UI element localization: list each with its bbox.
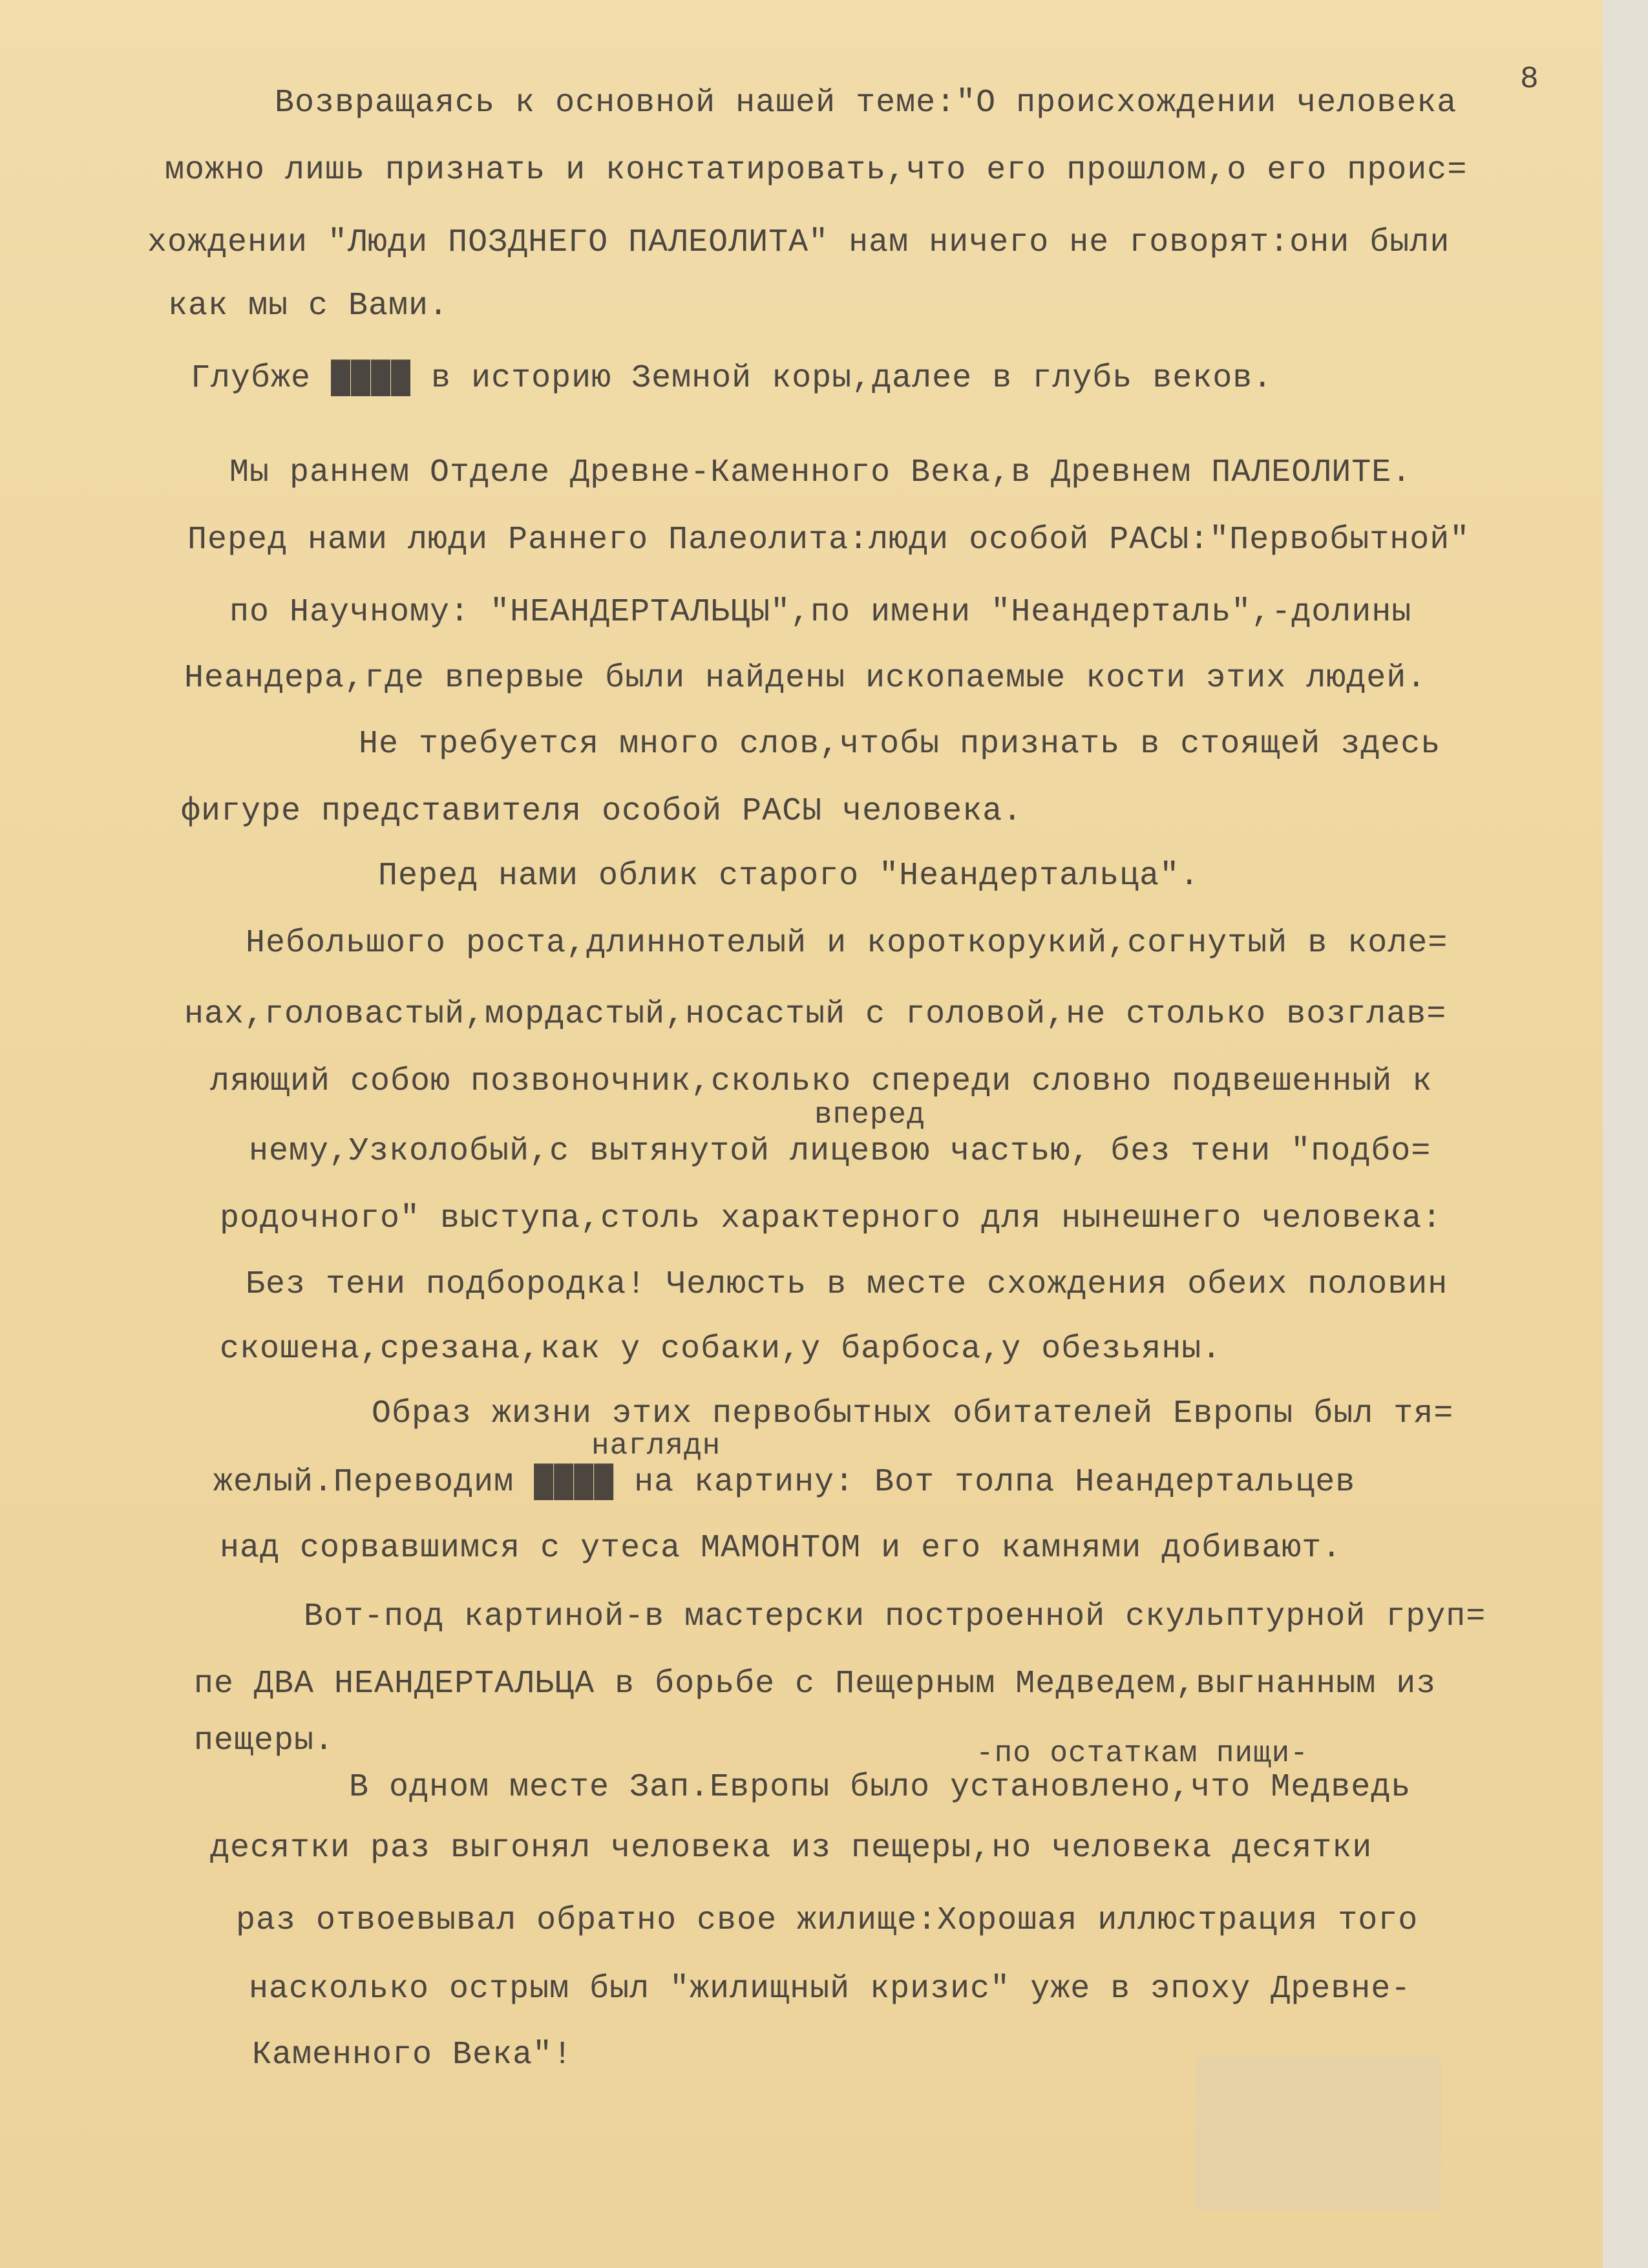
text-line: Перед нами облик старого "Неандертальца". [378,858,1200,895]
text-line: насколько острым был "жилищный кризис" уже в эпоху Древне- [249,1971,1411,2008]
page-number: 8 [1520,62,1539,97]
faint-stamp-mark [1196,2055,1441,2210]
text-line: ляющий собою позвоночник,сколько спереди словно подвешенный к [210,1063,1433,1100]
text-line: Перед нами люди Раннего Палеолита:люди особой РАСЫ:"Первобытной" [187,522,1470,558]
text-line: десятки раз выгонял человека из пещеры,но человека десятки [210,1830,1373,1867]
text-line: Небольшого роста,длиннотелый и короткорукий,согнутый в коле= [246,925,1448,962]
text-line: Мы раннем Отделе Древне-Каменного Века,в Древнем ПАЛЕОЛИТЕ. [229,454,1412,491]
text-line: как мы с Вами. [168,288,449,324]
text-line: Образ жизни этих первобытных обитателей Европы был тя= [372,1395,1454,1432]
text-line: раз отвоевывал обратно свое жилище:Хорошая иллюстрация того [236,1902,1419,1939]
text-line: нему,Узколобый,с вытянутой лицевою частью, без тени "подбо= [249,1133,1431,1170]
text-line: пе ДВА НЕАНДЕРТАЛЬЦА в борьбе с Пещерным Медведем,выгнанным из [194,1666,1437,1702]
text-line: над сорвавшимся с утеса МАМОНТОМ и его камнями добивают. [220,1530,1342,1567]
text-line: Не требуется много слов,чтобы признать в стоящей здесь [359,726,1441,763]
text-line: желый.Переводим ████ на картину: Вот толпа Неандертальцев [213,1464,1356,1501]
text-line: нах,головастый,мордастый,носастый с головой,не столько возглав= [184,996,1447,1033]
text-line: Каменного Века"! [252,2037,573,2073]
text-line: Неандера,где впервые были найдены ископаемые кости этих людей. [184,660,1427,697]
text-line: по Научному: "НЕАНДЕРТАЛЬЦЫ",по имени "Неандерталь",-долины [229,594,1412,631]
text-line: Возвращаясь к основной нашей теме:"О происхождении человека [275,85,1457,122]
text-line: Без тени подбородка! Челюсть в месте схождения обеих половин [246,1266,1448,1303]
text-line: Глубже ████ в историю Земной коры,далее в глубь веков. [191,360,1273,397]
text-insert: наглядн [591,1429,721,1463]
text-line: скошена,срезана,как у собаки,у барбоса,у обезьяны. [220,1331,1222,1368]
text-line: можно лишь признать и констатировать,что его прошлом,о его проис= [165,152,1468,189]
text-line: Вот-под картиной-в мастерски построенной скульптурной груп= [304,1598,1486,1635]
text-line: В одном месте Зап.Европы было установлено,что Медведь [349,1769,1411,1806]
text-line: пещеры. [194,1722,335,1759]
text-insert: -по остаткам пищи- [976,1737,1309,1770]
text-line: родочного" выступа,столь характерного для нынешнего человека: [220,1200,1442,1237]
text-line: фигуре представителя особой РАСЫ человека. [181,793,1023,830]
text-line: хождении "Люди ПОЗДНЕГО ПАЛЕОЛИТА" нам ничего не говорят:они были [147,224,1450,261]
text-insert: вперед [814,1098,925,1132]
page-edge [1603,0,1648,2268]
